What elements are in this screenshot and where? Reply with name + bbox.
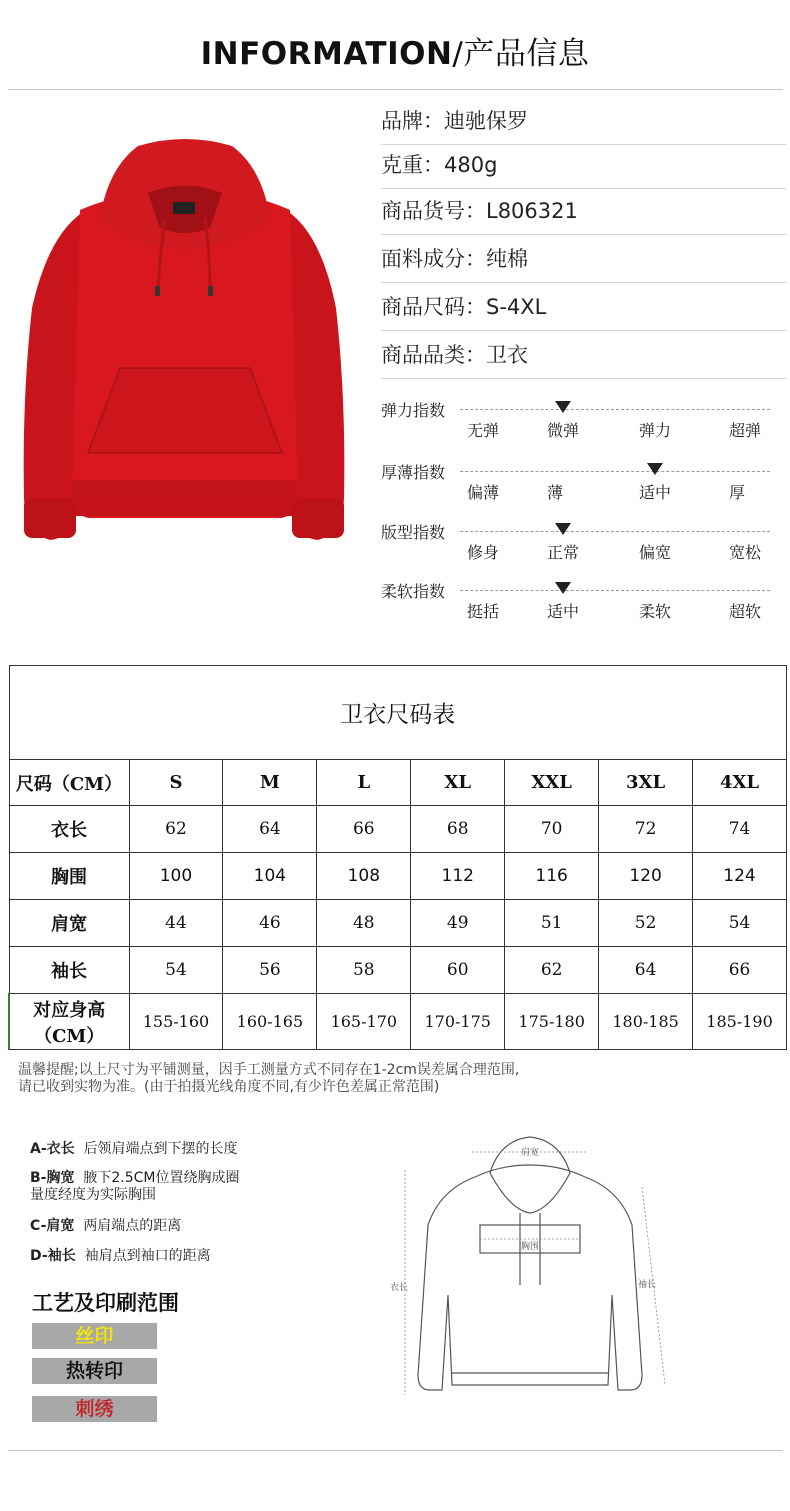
table-cell: 64 xyxy=(223,806,317,853)
index-option: 超弹 xyxy=(729,421,762,440)
table-cell: 51 xyxy=(505,900,599,947)
height-row-label: 对应身高 （CM） xyxy=(9,994,129,1050)
table-cell: 74 xyxy=(693,806,787,853)
index-scale-line xyxy=(460,531,770,532)
index-selected-marker xyxy=(647,463,663,475)
index-label: 柔软指数 xyxy=(381,582,446,601)
label-length: 衣长 xyxy=(390,1283,409,1293)
table-cell: 62 xyxy=(129,806,223,853)
label-shoulder: 肩宽 xyxy=(520,1148,540,1158)
table-cell: 62 xyxy=(505,947,599,994)
table-cell: 120 xyxy=(599,853,693,900)
height-cell: 160-165 xyxy=(223,994,317,1050)
spec-brand: 品牌：迪驰保罗 xyxy=(381,98,786,145)
title-en: INFORMATION xyxy=(200,36,453,72)
row-label: 袖长 xyxy=(9,947,129,994)
index-selected-marker xyxy=(555,582,571,594)
table-cell: 72 xyxy=(599,806,693,853)
index-scale-line xyxy=(460,409,770,410)
craft-title: 工艺及印刷范围 xyxy=(32,1291,179,1315)
spec-weight: 克重：480g xyxy=(381,142,786,189)
index-option: 柔软 xyxy=(639,602,672,621)
table-cell: 56 xyxy=(223,947,317,994)
index-selected-marker xyxy=(555,523,571,535)
table-cell: 52 xyxy=(599,900,693,947)
size-header-cell: 3XL xyxy=(599,760,693,806)
height-cell: 180-185 xyxy=(599,994,693,1050)
legend-c: C-肩宽 两肩端点的距离 xyxy=(30,1218,182,1234)
table-cell: 60 xyxy=(411,947,505,994)
index-label: 版型指数 xyxy=(381,523,446,542)
index-option: 微弹 xyxy=(547,421,580,440)
table-cell: 44 xyxy=(129,900,223,947)
table-cell: 49 xyxy=(411,900,505,947)
row-label: 衣长 xyxy=(9,806,129,853)
index-scale-line xyxy=(460,590,770,591)
legend-a: A-衣长 后领肩端点到下摆的长度 xyxy=(30,1141,238,1157)
height-row xyxy=(9,994,787,1050)
product-image xyxy=(20,138,350,548)
title-divider xyxy=(8,89,783,90)
size-header-cell: 4XL xyxy=(693,760,787,806)
table-cell: 100 xyxy=(129,853,223,900)
index-option: 无弹 xyxy=(467,421,500,440)
table-cell: 54 xyxy=(693,900,787,947)
craft-screen-print: 丝印 xyxy=(32,1323,157,1349)
spec-size: 商品尺码：S-4XL xyxy=(381,284,786,331)
table-cell: 116 xyxy=(505,853,599,900)
size-rows xyxy=(9,806,787,994)
page-title xyxy=(0,28,790,73)
table-cell: 68 xyxy=(411,806,505,853)
index-option: 偏宽 xyxy=(639,543,672,562)
size-header-cell: M xyxy=(223,760,317,806)
size-table-caption: 卫衣尺码表 xyxy=(9,666,787,760)
legend-d: D-袖长 袖肩点到袖口的距离 xyxy=(30,1248,211,1264)
craft-heat-transfer: 热转印 xyxy=(32,1358,157,1384)
index-option: 宽松 xyxy=(729,543,762,562)
index-selected-marker xyxy=(555,401,571,413)
measurement-diagram xyxy=(380,1135,680,1415)
size-header-cell: S xyxy=(129,760,223,806)
size-header-row xyxy=(9,760,787,806)
index-option: 适中 xyxy=(547,602,580,621)
craft-embroidery: 刺绣 xyxy=(32,1396,157,1422)
label-sleeve: 袖长 xyxy=(638,1280,657,1290)
table-cell: 124 xyxy=(693,853,787,900)
index-label: 厚薄指数 xyxy=(381,463,446,482)
height-cell: 155-160 xyxy=(129,994,223,1050)
legend-b: B-胸宽 腋下2.5CM位置绕胸成圈 量度经度为实际胸围 xyxy=(30,1170,240,1203)
spec-fabric: 面料成分：纯棉 xyxy=(381,236,786,283)
spec-category: 商品品类：卫衣 xyxy=(381,332,786,379)
label-chest: 胸围 xyxy=(520,1242,540,1252)
index-scale-line xyxy=(460,471,770,472)
size-table xyxy=(8,665,787,1050)
index-option: 弹力 xyxy=(639,421,672,440)
index-option: 修身 xyxy=(467,543,500,562)
table-cell: 70 xyxy=(505,806,599,853)
index-option: 适中 xyxy=(639,483,672,502)
table-row xyxy=(9,900,787,947)
table-cell: 58 xyxy=(317,947,411,994)
index-option: 正常 xyxy=(547,543,580,562)
table-cell: 112 xyxy=(411,853,505,900)
table-cell: 108 xyxy=(317,853,411,900)
table-cell: 104 xyxy=(223,853,317,900)
spec-sku: 商品货号：L806321 xyxy=(381,188,786,235)
table-cell: 46 xyxy=(223,900,317,947)
index-option: 厚 xyxy=(729,483,746,502)
table-cell: 64 xyxy=(599,947,693,994)
height-cell: 185-190 xyxy=(693,994,787,1050)
table-cell: 48 xyxy=(317,900,411,947)
table-cell: 66 xyxy=(317,806,411,853)
row-label: 肩宽 xyxy=(9,900,129,947)
height-cell: 175-180 xyxy=(505,994,599,1050)
table-cell: 54 xyxy=(129,947,223,994)
size-header-cell: L xyxy=(317,760,411,806)
bottom-divider xyxy=(8,1450,783,1451)
table-row xyxy=(9,947,787,994)
table-row xyxy=(9,853,787,900)
hoodie-shape xyxy=(24,139,345,540)
measurement-note: 温馨提醒;以上尺寸为平铺测量，因手工测量方式不同存在1-2cm误差属合理范围, 请已收到实物为准。(由于拍摄光线角度不同,有少许色差属正常范围) xyxy=(18,1062,520,1095)
index-option: 挺括 xyxy=(467,602,500,621)
table-cell: 66 xyxy=(693,947,787,994)
index-option: 超软 xyxy=(729,602,762,621)
row-label: 胸围 xyxy=(9,853,129,900)
size-header-cell: XXL xyxy=(505,760,599,806)
index-option: 偏薄 xyxy=(467,483,500,502)
height-cell: 165-170 xyxy=(317,994,411,1050)
table-row xyxy=(9,806,787,853)
index-label: 弹力指数 xyxy=(381,401,446,420)
title-cn: /产品信息 xyxy=(452,36,590,72)
size-header-cell: XL xyxy=(411,760,505,806)
index-option: 薄 xyxy=(547,483,564,502)
height-cell: 170-175 xyxy=(411,994,505,1050)
size-header-label: 尺码（CM） xyxy=(9,760,129,806)
